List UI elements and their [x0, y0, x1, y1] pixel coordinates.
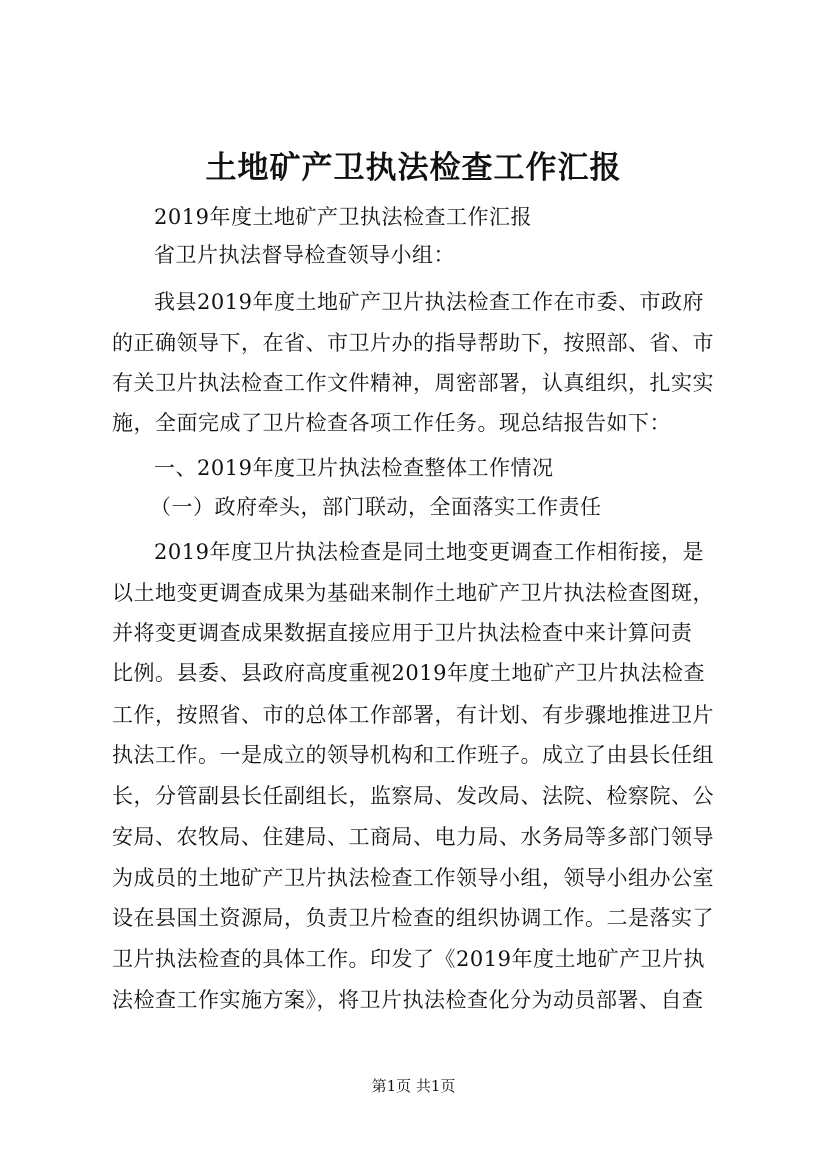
body-line: 并将变更调查成果数据直接应用于卫片执法检查中来计算问责 — [112, 621, 693, 645]
body-line: 我县2019年度土地矿产卫片执法检查工作在市委、市政府 — [154, 290, 704, 314]
body-line: 设在县国土资源局，负责卫片检查的组织协调工作。二是落实了 — [112, 906, 714, 930]
body-line: 法检查工作实施方案》，将卫片执法检查化分为动员部署、自查 — [112, 988, 704, 1012]
body-line: 2019年度卫片执法检查是同土地变更调查工作相衔接，是 — [154, 540, 704, 564]
document-title: 土地矿产卫执法检查工作汇报 — [205, 150, 622, 186]
page-number-footer: 第1页 共1页 — [371, 1077, 456, 1095]
body-line: 安局、农牧局、住建局、工商局、电力局、水务局等多部门领导 — [112, 825, 714, 849]
body-line: 有关卫片执法检查工作文件精神，周密部署，认真组织，扎实实 — [112, 371, 714, 395]
body-line: 为成员的土地矿产卫片执法检查工作领导小组，领导小组办公室 — [112, 866, 714, 890]
section-heading: 一、2019年度卫片执法检查整体工作情况 — [154, 456, 554, 480]
body-line: 2019年度土地矿产卫执法检查工作汇报 — [154, 205, 532, 229]
subsection-heading: （一）政府牵头，部门联动，全面落实工作责任 — [150, 495, 602, 519]
body-line: 长，分管副县长任副组长，监察局、发改局、法院、检察院、公 — [112, 784, 714, 808]
body-line: 比例。县委、县政府高度重视2019年度土地矿产卫片执法检查 — [112, 661, 705, 685]
body-line: 的正确领导下，在省、市卫片办的指导帮助下，按照部、省、市 — [112, 331, 714, 355]
body-line: 工作，按照省、市的总体工作部署，有计划、有步骤地推进卫片 — [112, 703, 714, 727]
body-line: 以土地变更调查成果为基础来制作土地矿产卫片执法检查图斑， — [112, 581, 714, 605]
body-line: 省卫片执法督导检查领导小组： — [154, 243, 455, 267]
body-line: 执法工作。一是成立的领导机构和工作班子。成立了由县长任组 — [112, 743, 714, 767]
body-line: 施，全面完成了卫片检查各项工作任务。现总结报告如下： — [112, 411, 671, 435]
body-line: 卫片执法检查的具体工作。印发了《2019年度土地矿产卫片执 — [112, 947, 705, 971]
